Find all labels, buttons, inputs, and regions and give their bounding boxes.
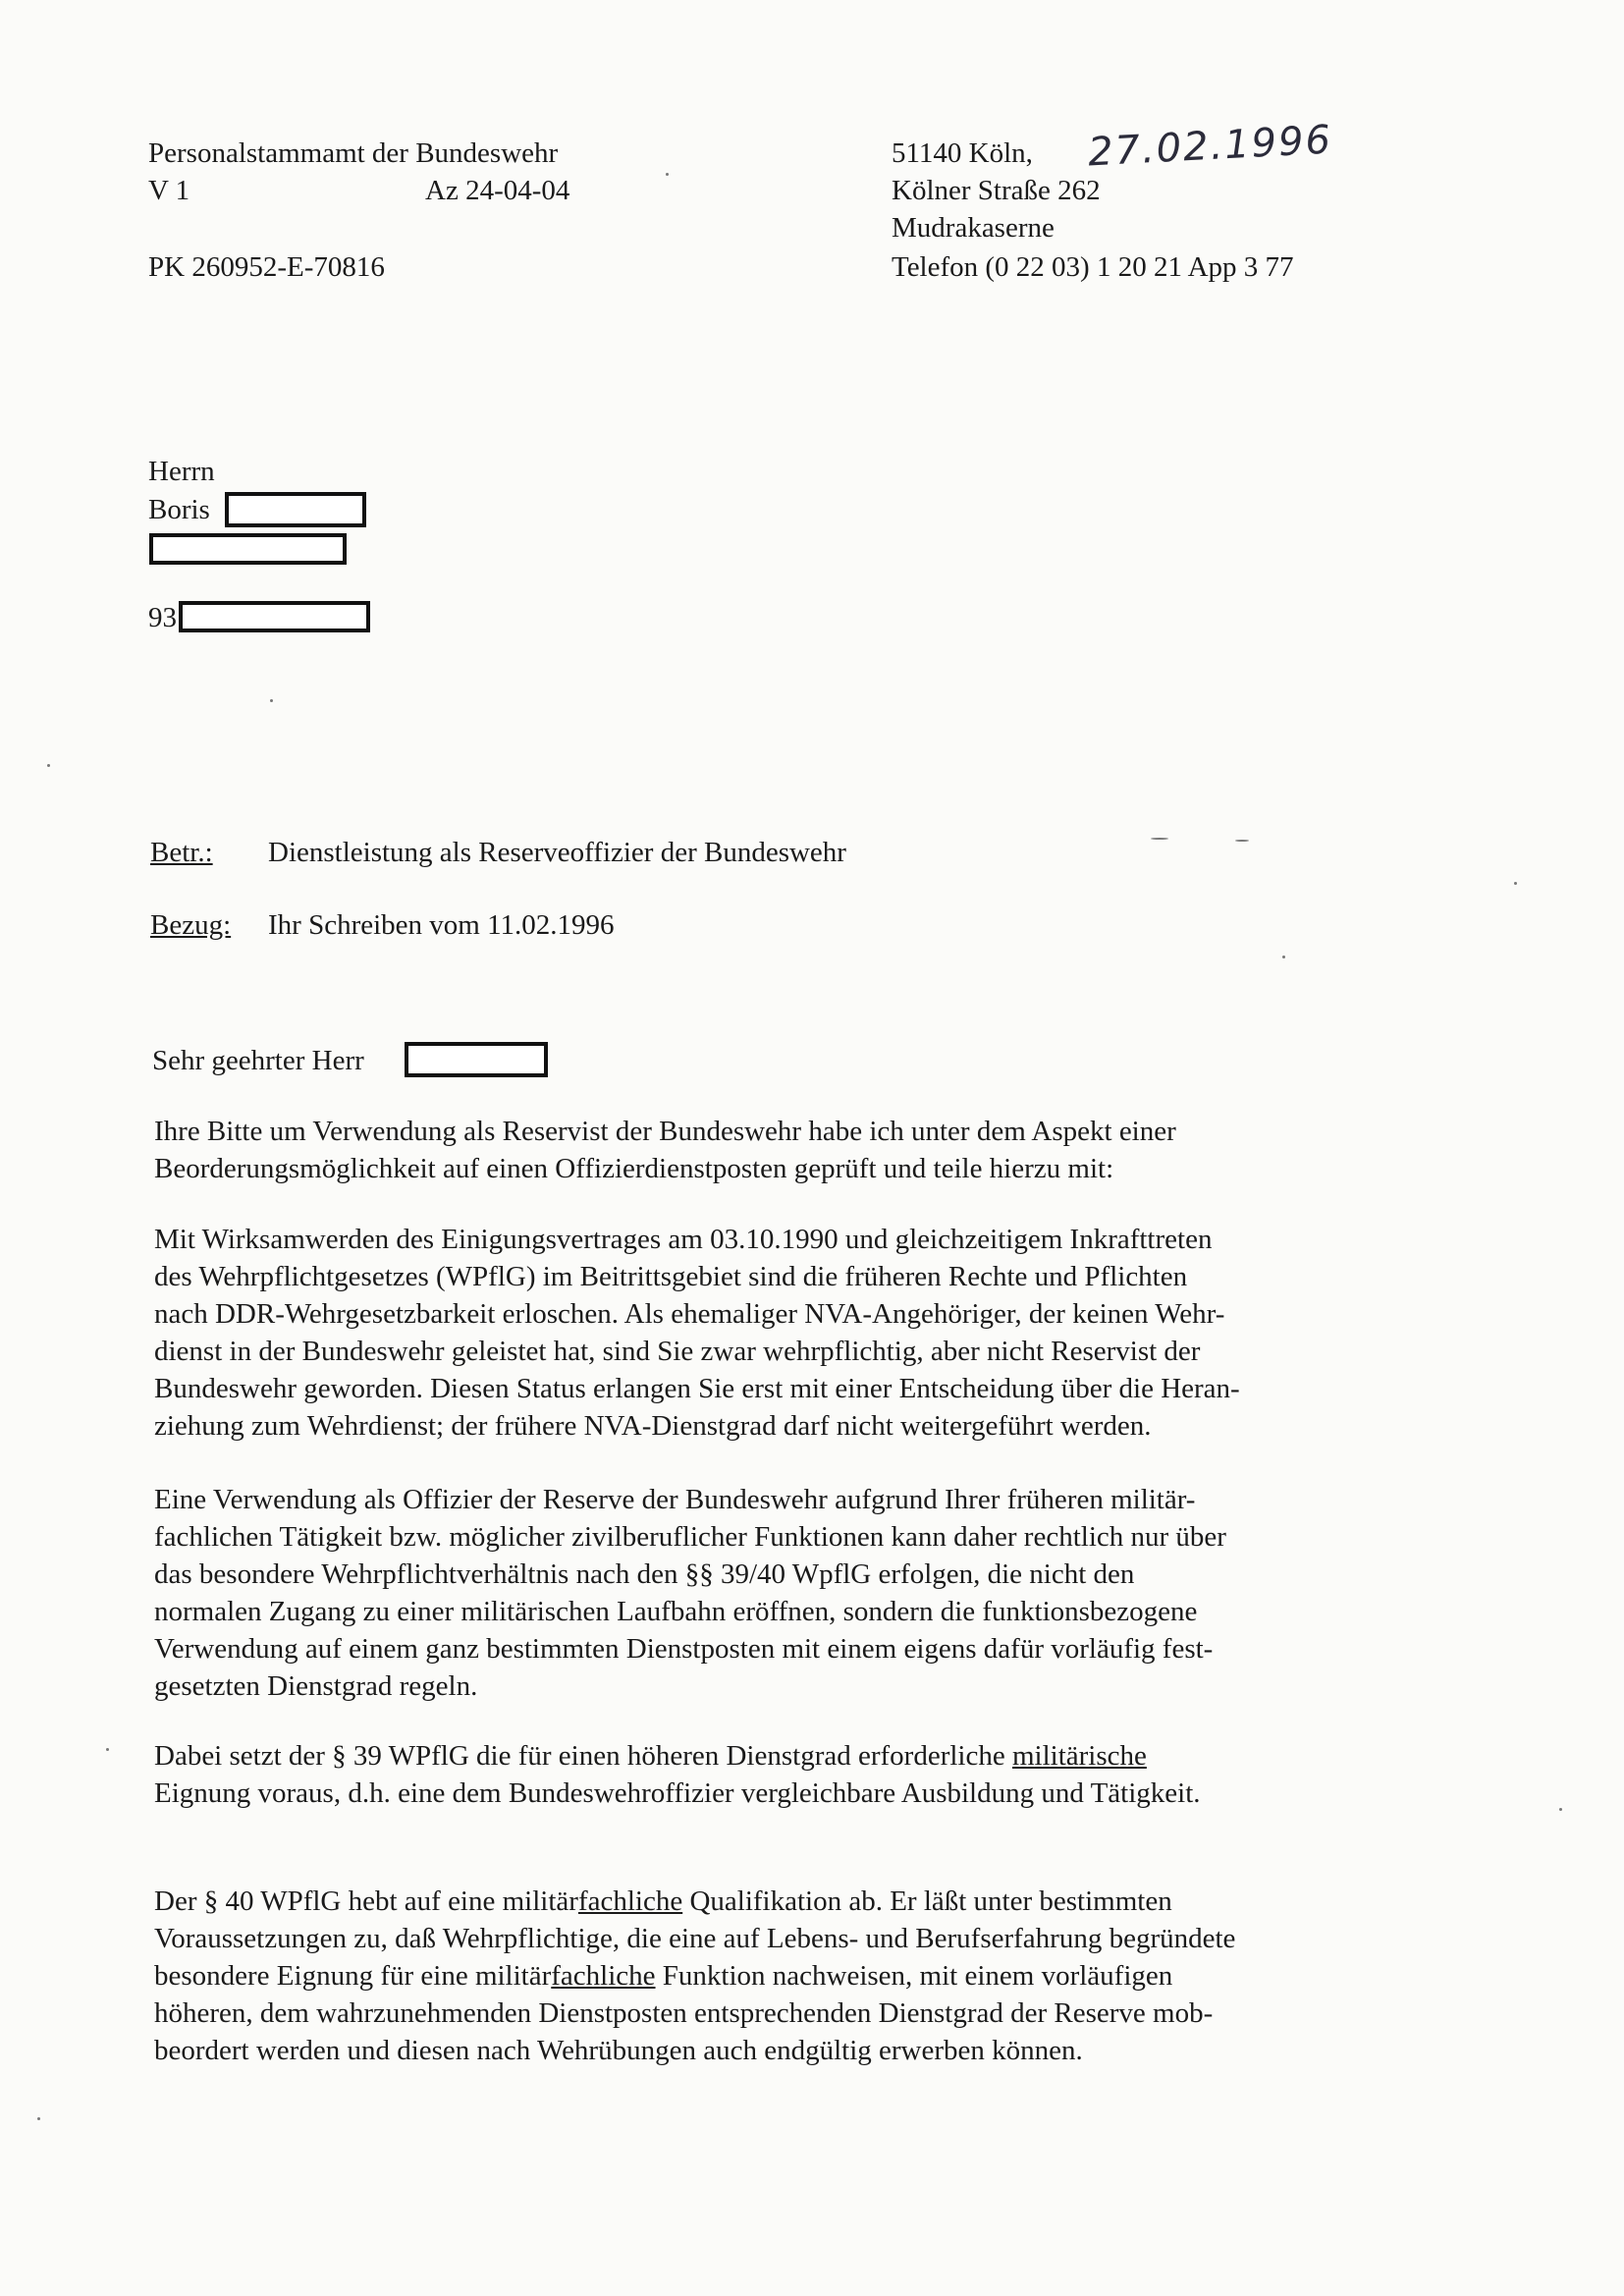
sender-dept: V 1 bbox=[148, 175, 190, 206]
scan-speck bbox=[270, 699, 273, 702]
bezug-label: Bezug: bbox=[150, 909, 232, 941]
paragraph-line bbox=[154, 1883, 1391, 1920]
scan-speck bbox=[1151, 838, 1168, 840]
paragraph-line: fachlichen Tätigkeit bzw. möglicher zivilberuflicher Funktionen kann daher rechtlich nur über bbox=[154, 1521, 1226, 1553]
redaction-box bbox=[149, 533, 347, 565]
paragraph-line: beordert werden und diesen nach Wehrübungen auch endgültig erwerben können. bbox=[154, 2035, 1083, 2066]
recipient-zip-prefix: 93 bbox=[148, 602, 177, 633]
text-run: Funktion nachweisen, mit einem vorläufigen bbox=[655, 1960, 1173, 1992]
scan-speck bbox=[1282, 956, 1285, 958]
paragraph-line: Mit Wirksamwerden des Einigungsvertrages am 03.10.1990 und gleichzeitigem Inkrafttreten bbox=[154, 1224, 1213, 1255]
scan-speck bbox=[1235, 840, 1249, 842]
betr-label: Betr.: bbox=[150, 837, 213, 868]
text-run: Dabei setzt der § 39 WPflG die für einen höheren Dienstgrad erforderliche bbox=[154, 1740, 1012, 1772]
paragraph-line: Voraussetzungen zu, daß Wehrpflichtige, die eine auf Lebens- und Berufserfahrung begründete bbox=[154, 1923, 1236, 1954]
address-phone: Telefon (0 22 03) 1 20 21 App 3 77 bbox=[892, 251, 1294, 283]
paragraph-5 bbox=[154, 1883, 1391, 2069]
sender-az: Az 24-04-04 bbox=[425, 175, 570, 206]
scan-speck bbox=[666, 173, 669, 176]
paragraph-line: gesetzten Dienstgrad regeln. bbox=[154, 1670, 478, 1702]
paragraph-line: höheren, dem wahrzunehmenden Dienstposten entsprechenden Dienstgrad der Reserve mob- bbox=[154, 1997, 1214, 2029]
recipient-salutation: Herrn bbox=[148, 456, 215, 487]
paragraph-line: normalen Zugang zu einer militärischen Laufbahn eröffnen, sondern die funktionsbezogene bbox=[154, 1596, 1198, 1627]
paragraph-line: des Wehrpflichtgesetzes (WPflG) im Beitrittsgebiet sind die früheren Rechte und Pflichten bbox=[154, 1261, 1188, 1292]
recipient-first-name: Boris bbox=[148, 494, 210, 525]
paragraph-line: Eine Verwendung als Offizier der Reserve der Bundeswehr aufgrund Ihrer früheren militär- bbox=[154, 1484, 1196, 1515]
paragraph-3 bbox=[154, 1481, 1391, 1705]
address-street: Kölner Straße 262 bbox=[892, 175, 1101, 206]
sender-office: Personalstammamt der Bundeswehr bbox=[148, 137, 559, 169]
handwritten-date: 27.02.1996 bbox=[1086, 117, 1334, 176]
underlined-text: fachliche bbox=[551, 1960, 656, 1992]
paragraph-line: nach DDR-Wehrgesetzbarkeit erloschen. Als ehemaliger NVA-Angehöriger, der keinen Wehr- bbox=[154, 1298, 1225, 1330]
paragraph-line: Verwendung auf einem ganz bestimmten Dienstposten mit einem eigens dafür vorläufig fest- bbox=[154, 1633, 1214, 1665]
paragraph-line: dienst in der Bundeswehr geleistet hat, sind Sie zwar wehrpflichtig, aber nicht Reservist der bbox=[154, 1336, 1201, 1367]
scan-speck bbox=[106, 1748, 109, 1751]
greeting: Sehr geehrter Herr bbox=[152, 1045, 364, 1076]
address-building: Mudrakaserne bbox=[892, 212, 1055, 244]
paragraph-4 bbox=[154, 1737, 1391, 1812]
paragraph-line bbox=[154, 1957, 1391, 1995]
paragraph-line: ziehung zum Wehrdienst; der frühere NVA-Dienstgrad darf nicht weitergeführt werden. bbox=[154, 1410, 1152, 1442]
scan-speck bbox=[37, 2117, 40, 2120]
sender-pk: PK 260952-E-70816 bbox=[148, 251, 385, 283]
text-run: besondere Eignung für eine militär bbox=[154, 1960, 552, 1992]
redaction-box bbox=[405, 1042, 548, 1077]
betr-text: Dienstleistung als Reserveoffizier der Bundeswehr bbox=[268, 837, 846, 868]
redaction-box bbox=[179, 601, 370, 632]
text-run: Qualifikation ab. Er läßt unter bestimmten bbox=[682, 1886, 1172, 1917]
paragraph-line: Ihre Bitte um Verwendung als Reservist der Bundeswehr habe ich unter dem Aspekt einer bbox=[154, 1116, 1176, 1147]
paragraph-2 bbox=[154, 1221, 1391, 1445]
scan-speck bbox=[1514, 882, 1517, 885]
paragraph-1 bbox=[154, 1113, 1391, 1187]
paragraph-line: Bundeswehr geworden. Diesen Status erlangen Sie erst mit einer Entscheidung über die Heran- bbox=[154, 1373, 1240, 1404]
paragraph-line: das besondere Wehrpflichtverhältnis nach den §§ 39/40 WpflG erfolgen, die nicht den bbox=[154, 1558, 1135, 1590]
paragraph-line bbox=[154, 1737, 1391, 1775]
paragraph-line: Eignung voraus, d.h. eine dem Bundeswehroffizier vergleichbare Ausbildung und Tätigkeit. bbox=[154, 1777, 1201, 1809]
scan-speck bbox=[47, 764, 50, 767]
bezug-text: Ihr Schreiben vom 11.02.1996 bbox=[268, 909, 615, 941]
text-run: Der § 40 WPflG hebt auf eine militär bbox=[154, 1886, 578, 1917]
city-date-prefix: 51140 Köln, bbox=[892, 137, 1033, 169]
paragraph-line: Beorderungsmöglichkeit auf einen Offizierdienstposten geprüft und teile hierzu mit: bbox=[154, 1153, 1114, 1184]
redaction-box bbox=[225, 492, 366, 527]
scan-speck bbox=[1559, 1808, 1562, 1811]
underlined-text: fachliche bbox=[577, 1886, 683, 1917]
underlined-text: militärische bbox=[1011, 1740, 1147, 1772]
